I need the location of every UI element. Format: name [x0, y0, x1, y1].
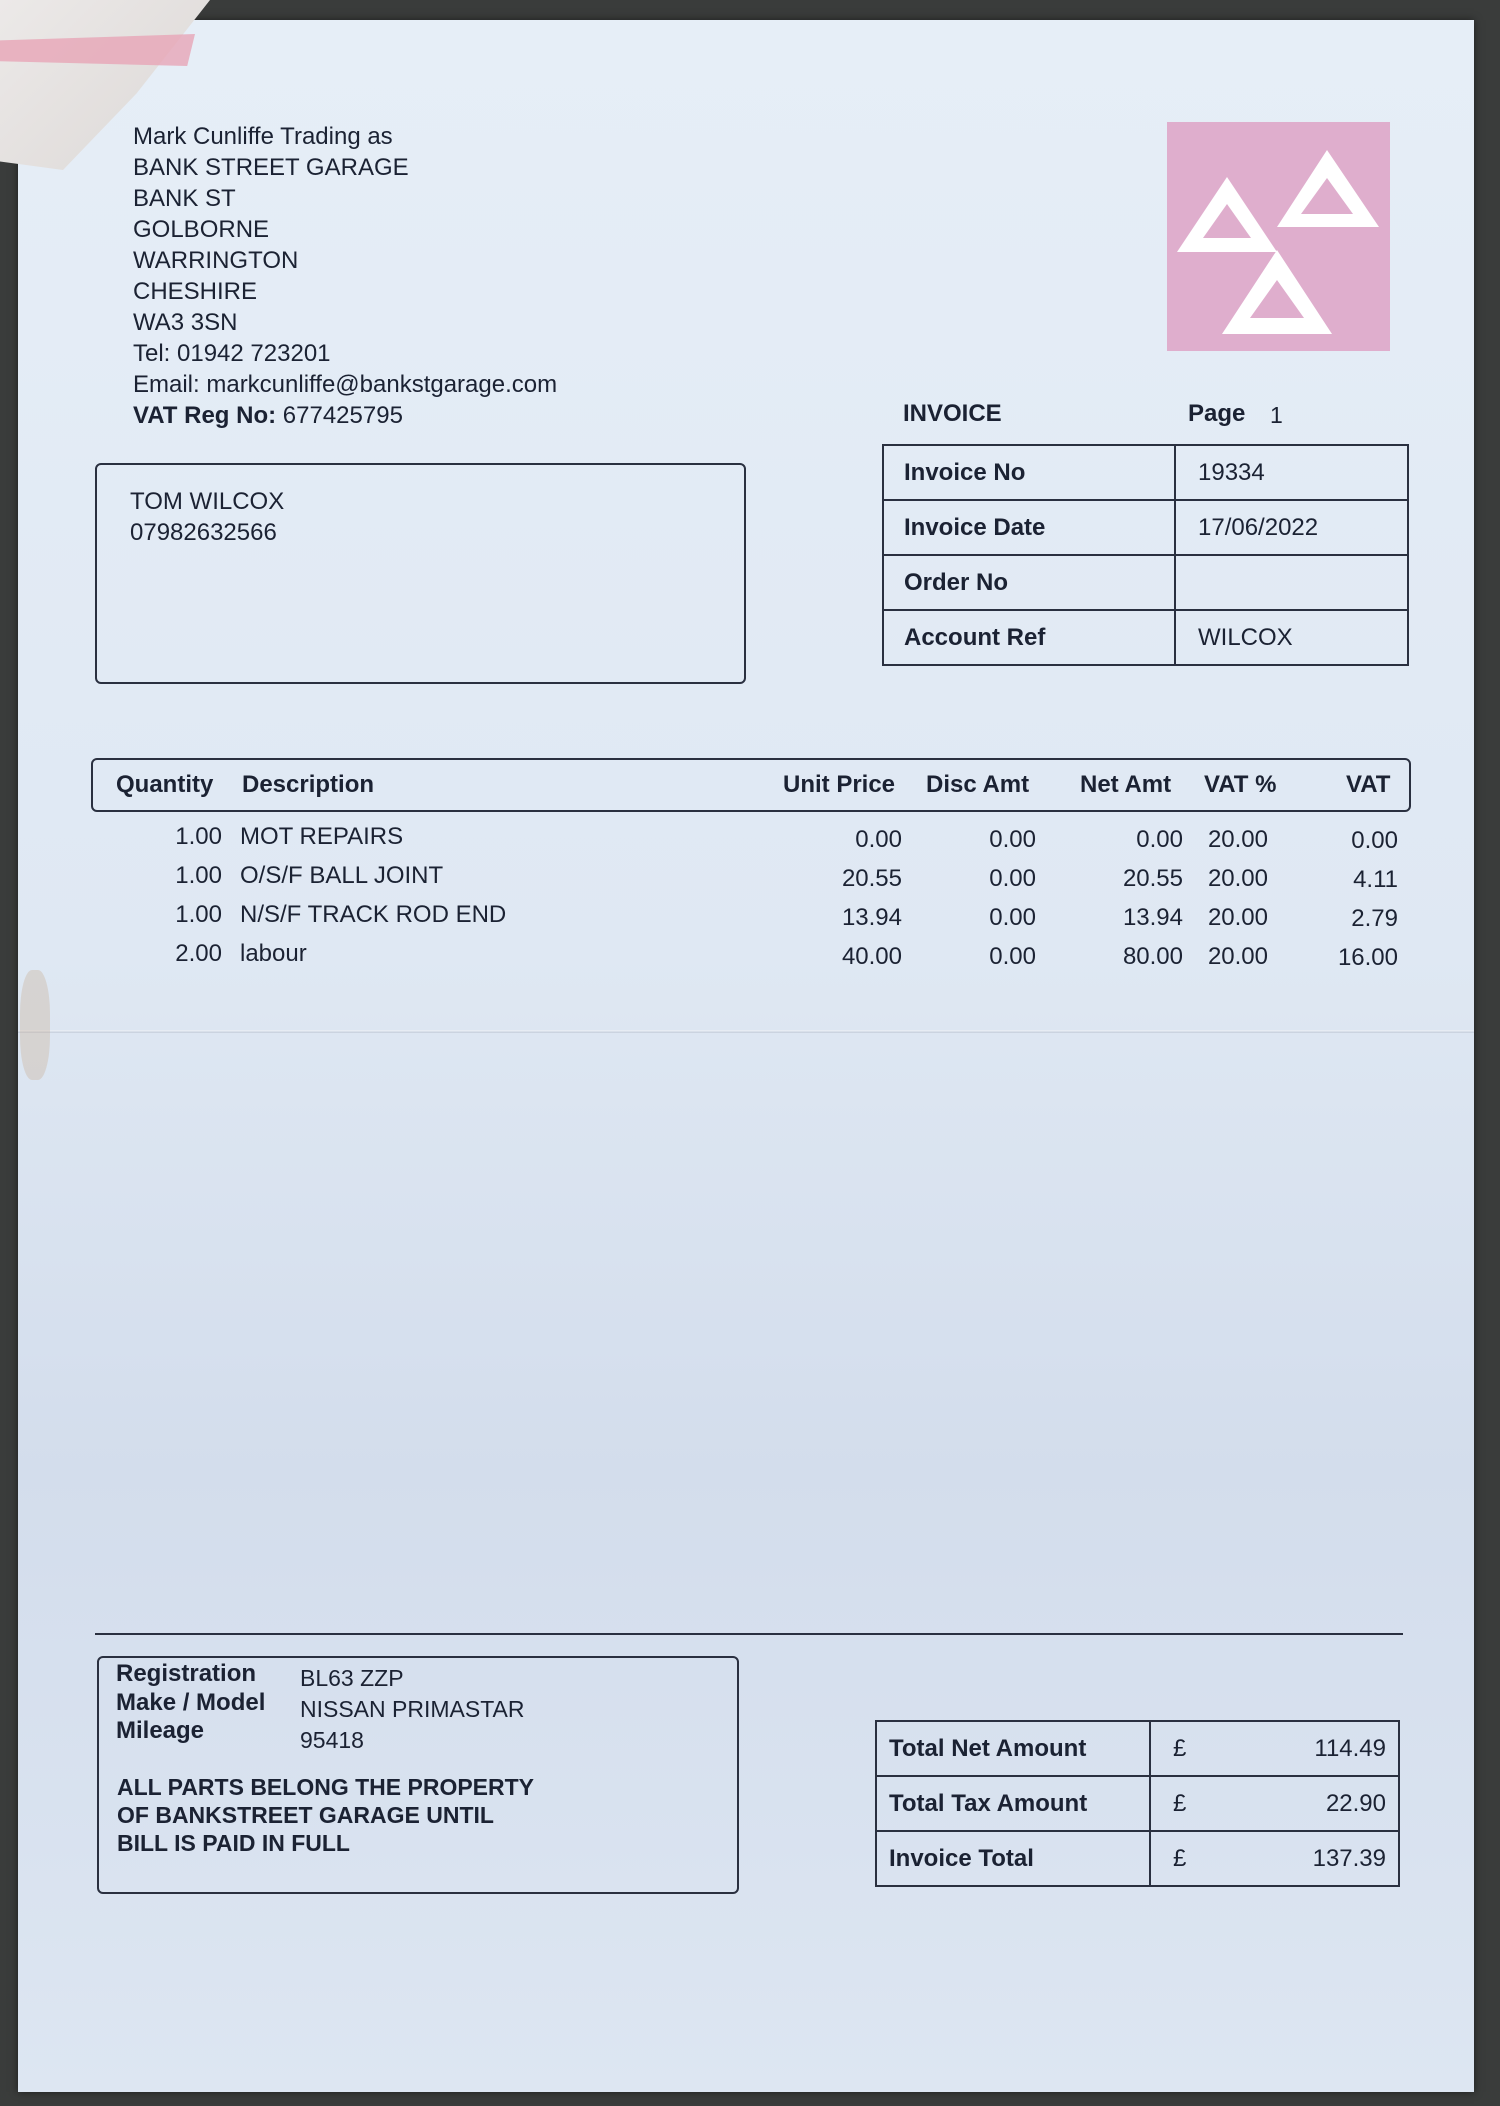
invoice-meta-value: 19334 — [1175, 445, 1408, 500]
vat-reg-value: 677425795 — [282, 402, 403, 429]
header-vat: VAT — [1346, 771, 1391, 798]
supplier-line: BANK STREET GARAGE — [133, 154, 409, 181]
totals-row — [876, 1776, 1399, 1831]
total-tax-amount: 22.90 — [1225, 1776, 1399, 1831]
header-vat-pct: VAT % — [1204, 771, 1277, 798]
item-net-amt: 80.00 — [1122, 943, 1183, 970]
item-net-amt: 13.94 — [1122, 904, 1183, 931]
supplier-line: BANK ST — [133, 185, 236, 212]
item-disc-amt: 0.00 — [989, 826, 1036, 853]
item-quantity: 1.00 — [175, 862, 222, 889]
totals-table — [875, 1720, 1400, 1887]
supplier-line: Mark Cunliffe Trading as — [133, 123, 393, 150]
item-quantity: 1.00 — [175, 823, 222, 850]
item-vat-pct: 20.00 — [1207, 943, 1268, 970]
invoice-meta-value: WILCOX — [1175, 610, 1408, 665]
header-unit-price: Unit Price — [783, 771, 896, 798]
invoice-meta-label: Invoice Date — [883, 500, 1175, 555]
item-disc-amt: 0.00 — [989, 904, 1036, 931]
item-net-amt: 0.00 — [1136, 826, 1183, 853]
item-quantity: 2.00 — [175, 940, 222, 967]
item-vat-pct: 20.00 — [1207, 865, 1268, 892]
invoice-total-label: Invoice Total — [876, 1831, 1150, 1886]
item-net-amt: 20.55 — [1122, 865, 1183, 892]
vat-reg-label: VAT Reg No: — [133, 402, 277, 429]
mileage-value: 95418 — [300, 1727, 364, 1753]
supplier-address — [133, 121, 557, 431]
vat-reg — [133, 400, 557, 431]
supplier-line: Email: markcunliffe@bankstgarage.com — [133, 371, 558, 398]
item-description: MOT REPAIRS — [240, 823, 404, 850]
paper-fold-line — [18, 1030, 1474, 1033]
registration-label: Registration — [116, 1660, 257, 1687]
supplier-line: GOLBORNE — [133, 216, 270, 243]
header-net-amt: Net Amt — [1080, 771, 1172, 798]
invoice-meta-value: 17/06/2022 — [1175, 500, 1408, 555]
invoice-meta-row — [883, 500, 1408, 555]
mileage-label: Mileage — [116, 1717, 205, 1744]
item-unit-price: 0.00 — [855, 826, 902, 853]
item-vat: 0.00 — [1351, 827, 1398, 854]
item-vat-pct: 20.00 — [1207, 904, 1268, 931]
invoice-meta-value — [1175, 555, 1408, 610]
total-tax-label: Total Tax Amount — [876, 1776, 1150, 1831]
supplier-line: WARRINGTON — [133, 247, 299, 274]
invoice-meta-label: Invoice No — [883, 445, 1175, 500]
page-label: Page — [1188, 400, 1246, 427]
invoice-heading: INVOICE — [903, 400, 1002, 427]
item-vat: 4.11 — [1353, 866, 1398, 893]
invoice-meta-label: Order No — [883, 555, 1175, 610]
header-description: Description — [242, 771, 375, 798]
page-number: 1 — [1270, 402, 1283, 428]
paper-stain — [20, 970, 50, 1080]
header-disc-amt: Disc Amt — [926, 771, 1030, 798]
make-model-label: Make / Model — [116, 1689, 266, 1716]
item-unit-price: 20.55 — [841, 865, 902, 892]
currency-symbol: £ — [1150, 1831, 1225, 1886]
notice-line: BILL IS PAID IN FULL — [117, 1830, 350, 1856]
item-disc-amt: 0.00 — [989, 865, 1036, 892]
totals-row — [876, 1831, 1399, 1886]
item-vat: 16.00 — [1337, 944, 1398, 971]
currency-symbol: £ — [1150, 1721, 1225, 1776]
total-net-label: Total Net Amount — [876, 1721, 1150, 1776]
item-description: labour — [240, 940, 307, 967]
customer-name: TOM WILCOX — [130, 488, 285, 515]
item-disc-amt: 0.00 — [989, 943, 1036, 970]
make-model-value: NISSAN PRIMASTAR — [300, 1696, 525, 1722]
currency-symbol: £ — [1150, 1776, 1225, 1831]
item-quantity: 1.00 — [175, 901, 222, 928]
footer-divider — [95, 1633, 1403, 1635]
invoice-meta-label: Account Ref — [883, 610, 1175, 665]
total-net-amount: 114.49 — [1225, 1721, 1399, 1776]
notice-line: OF BANKSTREET GARAGE UNTIL — [117, 1802, 494, 1828]
invoice-meta-row — [883, 555, 1408, 610]
header-quantity: Quantity — [116, 771, 214, 798]
item-description: O/S/F BALL JOINT — [240, 862, 444, 889]
supplier-line: CHESHIRE — [133, 278, 258, 305]
registration-value: BL63 ZZP — [300, 1665, 404, 1691]
customer-details — [130, 486, 284, 548]
item-unit-price: 40.00 — [841, 943, 902, 970]
invoice-total-amount: 137.39 — [1225, 1831, 1399, 1886]
invoice-meta-row — [883, 445, 1408, 500]
supplier-line: WA3 3SN — [133, 309, 238, 336]
item-vat: 2.79 — [1351, 905, 1398, 932]
supplier-line: Tel: 01942 723201 — [133, 340, 331, 367]
item-unit-price: 13.94 — [841, 904, 902, 931]
invoice-meta-row — [883, 610, 1408, 665]
notice-line: ALL PARTS BELONG THE PROPERTY — [117, 1774, 535, 1800]
item-description: N/S/F TRACK ROD END — [240, 901, 507, 928]
mot-triple-triangle-icon — [1167, 122, 1390, 351]
ownership-notice — [117, 1773, 534, 1857]
invoice-meta-table — [882, 444, 1409, 666]
customer-phone: 07982632566 — [130, 519, 277, 546]
item-vat-pct: 20.00 — [1207, 826, 1268, 853]
totals-row — [876, 1721, 1399, 1776]
